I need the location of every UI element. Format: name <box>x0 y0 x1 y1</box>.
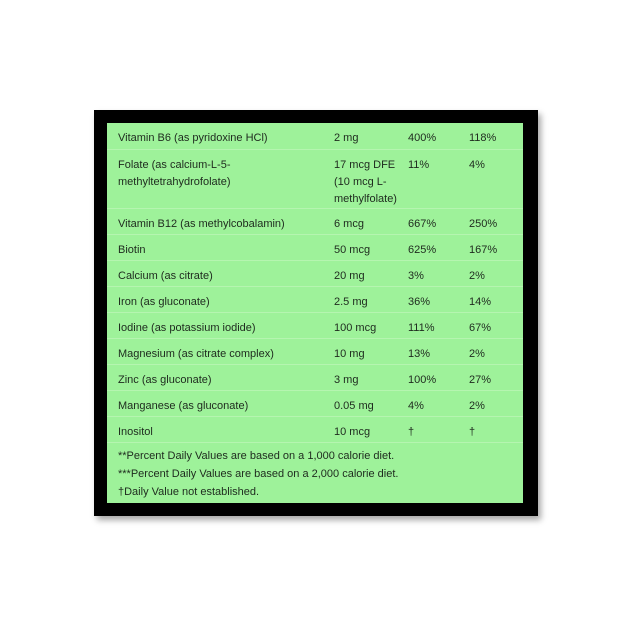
footnote-dv-not-established: †Daily Value not established. <box>118 485 260 498</box>
daily-value-1000: 400% <box>408 123 469 149</box>
footnote-2000-calorie: ***Percent Daily Values are based on a 2,000 calorie diet. <box>118 467 399 480</box>
table-row <box>107 208 523 234</box>
daily-value-1000: 3% <box>408 260 469 286</box>
daily-value-2000: † <box>469 416 523 442</box>
table-row <box>107 416 523 442</box>
daily-value-2000: 118% <box>469 123 523 149</box>
daily-value-1000: 100% <box>408 364 469 390</box>
daily-value-1000: 11% <box>408 149 469 208</box>
daily-value-2000: 167% <box>469 234 523 260</box>
daily-value-1000: 4% <box>408 390 469 416</box>
nutrient-name: Folate (as calcium-L-5-methyltetrahydrofolate) <box>107 149 334 208</box>
nutrient-amount: 17 mcg DFE (10 mcg L-methylfolate) <box>334 149 408 208</box>
nutrient-name: Manganese (as gluconate) <box>107 390 334 416</box>
nutrient-amount: 6 mcg <box>334 208 408 234</box>
nutrient-name: Calcium (as citrate) <box>107 260 334 286</box>
nutrient-name: Zinc (as gluconate) <box>107 364 334 390</box>
daily-value-1000: 625% <box>408 234 469 260</box>
daily-value-2000: 2% <box>469 260 523 286</box>
nutrient-name: Iron (as gluconate) <box>107 286 334 312</box>
daily-value-2000: 27% <box>469 364 523 390</box>
nutrient-table <box>107 123 523 443</box>
table-row <box>107 123 523 149</box>
nutrient-name: Iodine (as potassium iodide) <box>107 312 334 338</box>
nutrient-amount: 10 mcg <box>334 416 408 442</box>
nutrient-amount: 20 mg <box>334 260 408 286</box>
table-row <box>107 286 523 312</box>
nutrient-name: Inositol <box>107 416 334 442</box>
table-row <box>107 260 523 286</box>
table-row <box>107 390 523 416</box>
daily-value-1000: 36% <box>408 286 469 312</box>
daily-value-1000: 13% <box>408 338 469 364</box>
supplement-facts-panel <box>107 123 523 503</box>
nutrient-name: Magnesium (as citrate complex) <box>107 338 334 364</box>
table-row <box>107 338 523 364</box>
footnote-1000-calorie: **Percent Daily Values are based on a 1,000 calorie diet. <box>118 449 395 462</box>
table-row <box>107 234 523 260</box>
nutrient-amount: 100 mcg <box>334 312 408 338</box>
supplement-facts-frame <box>94 110 538 516</box>
daily-value-1000: † <box>408 416 469 442</box>
nutrient-amount: 10 mg <box>334 338 408 364</box>
nutrient-amount: 3 mg <box>334 364 408 390</box>
nutrient-amount: 2.5 mg <box>334 286 408 312</box>
daily-value-2000: 250% <box>469 208 523 234</box>
table-row <box>107 364 523 390</box>
table-row <box>107 312 523 338</box>
nutrient-amount: 2 mg <box>334 123 408 149</box>
nutrient-name: Vitamin B6 (as pyridoxine HCl) <box>107 123 334 149</box>
nutrient-amount: 50 mcg <box>334 234 408 260</box>
daily-value-2000: 67% <box>469 312 523 338</box>
daily-value-2000: 4% <box>469 149 523 208</box>
daily-value-1000: 111% <box>408 312 469 338</box>
footnotes <box>107 443 523 501</box>
daily-value-2000: 2% <box>469 390 523 416</box>
daily-value-2000: 2% <box>469 338 523 364</box>
nutrient-name: Vitamin B12 (as methylcobalamin) <box>107 208 334 234</box>
nutrient-name: Biotin <box>107 234 334 260</box>
daily-value-2000: 14% <box>469 286 523 312</box>
daily-value-1000: 667% <box>408 208 469 234</box>
nutrient-amount: 0.05 mg <box>334 390 408 416</box>
table-row <box>107 149 523 208</box>
